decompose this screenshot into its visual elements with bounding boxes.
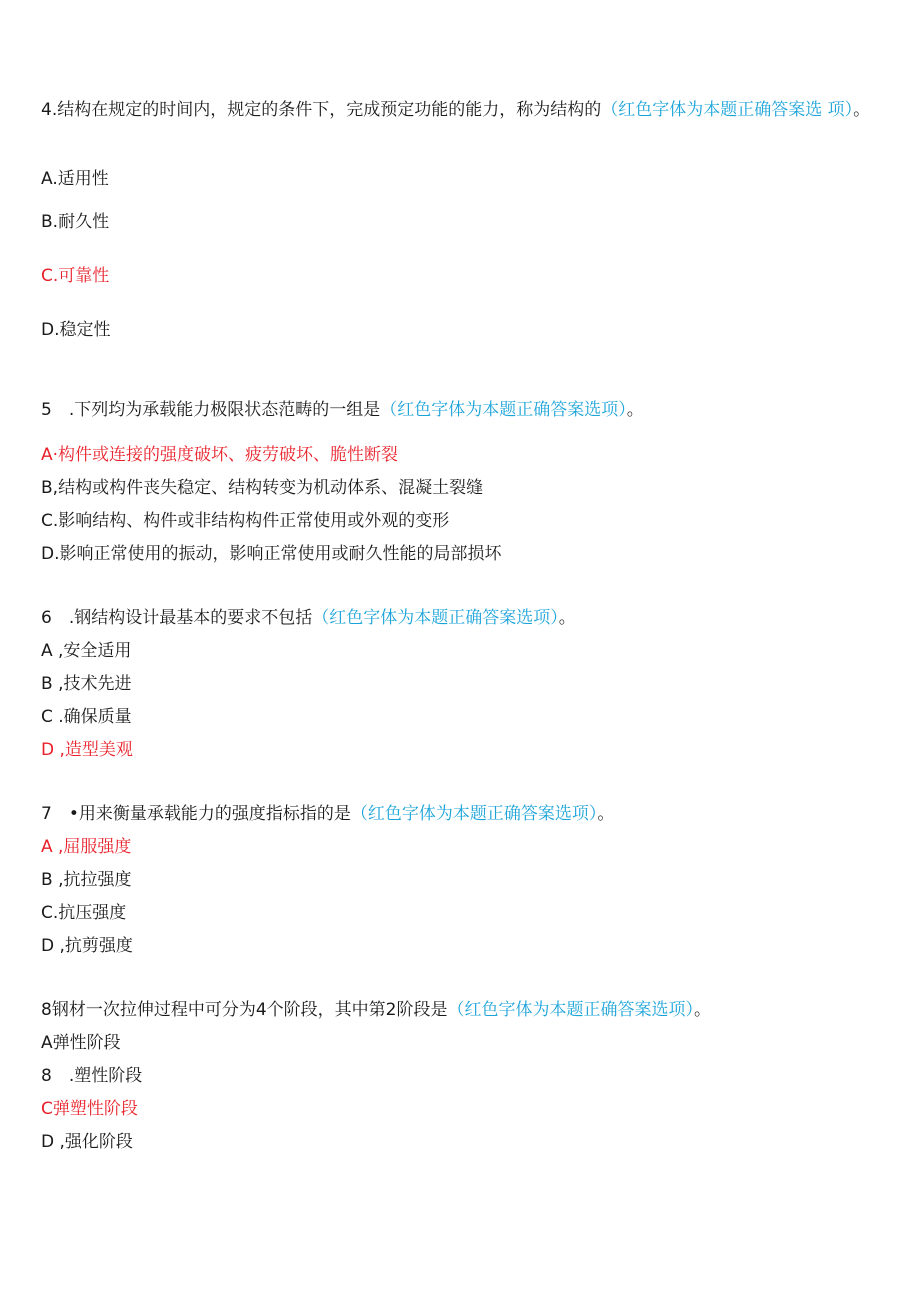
question-7-option-a-correct: A ,屈服强度 — [41, 837, 132, 857]
question-end-mark: 。 — [597, 804, 615, 824]
question-8-option-b: 8 .塑性阶段 — [41, 1066, 143, 1086]
question-4-option-c-correct: C.可靠性 — [41, 266, 110, 286]
question-end-mark: 。 — [853, 100, 871, 120]
question-5-option-a-correct: A·构件或连接的强度破坏、疲劳破坏、脆性断裂 — [41, 445, 399, 465]
question-5-option-b: B,结构或构件丧失稳定、结构转变为机动体系、混凝土裂缝 — [41, 478, 484, 498]
question-8-option-d: D ,强化阶段 — [41, 1132, 133, 1152]
question-stem-text: 8钢材一次拉伸过程中可分为4个阶段，其中第2阶段是 — [41, 1000, 448, 1020]
question-4-stem — [41, 94, 881, 126]
question-4-option-a: A.适用性 — [41, 169, 109, 189]
question-6-option-a: A ,安全适用 — [41, 641, 132, 661]
question-8-option-a: A弹性阶段 — [41, 1033, 121, 1053]
answer-hint: （红色字体为本题正确答案选项） — [447, 1000, 694, 1020]
question-7-option-c: C.抗压强度 — [41, 903, 127, 923]
question-8-stem — [41, 999, 711, 1021]
question-end-mark: 。 — [558, 608, 576, 628]
answer-hint: （红色字体为本题正确答案选项） — [380, 400, 627, 420]
question-stem-text: 5 .下列均为承载能力极限状态范畴的一组是 — [41, 400, 381, 420]
question-7-option-b: B ,抗拉强度 — [41, 870, 132, 890]
question-5-option-d: D.影响正常使用的振动，影响正常使用或耐久性能的局部损坏 — [41, 544, 502, 564]
question-7-option-d: D ,抗剪强度 — [41, 936, 133, 956]
question-5-stem — [41, 399, 644, 421]
answer-hint: （红色字体为本题正确答案选 项） — [601, 100, 854, 120]
answer-hint: （红色字体为本题正确答案选项） — [312, 608, 559, 628]
question-6-option-d-correct: D ,造型美观 — [41, 740, 133, 760]
question-8-option-c-correct: C弹塑性阶段 — [41, 1099, 138, 1119]
question-4-option-b: B.耐久性 — [41, 212, 110, 232]
question-end-mark: 。 — [693, 1000, 711, 1020]
question-stem-text: 6 .钢结构设计最基本的要求不包括 — [41, 608, 313, 628]
question-6-stem — [41, 607, 576, 629]
question-5-option-c: C.影响结构、构件或非结构构件正常使用或外观的变形 — [41, 511, 450, 531]
question-4-option-d: D.稳定性 — [41, 320, 111, 340]
question-6-option-b: B ,技术先进 — [41, 674, 132, 694]
question-stem-text: 7 •用来衡量承载能力的强度指标指的是 — [41, 804, 351, 824]
question-end-mark: 。 — [626, 400, 644, 420]
question-7-stem — [41, 803, 614, 825]
question-stem-text: 4.结构在规定的时间内，规定的条件下，完成预定功能的能力，称为结构的 — [41, 100, 602, 120]
question-6-option-c: C .确保质量 — [41, 707, 132, 727]
answer-hint: （红色字体为本题正确答案选项） — [350, 804, 598, 824]
